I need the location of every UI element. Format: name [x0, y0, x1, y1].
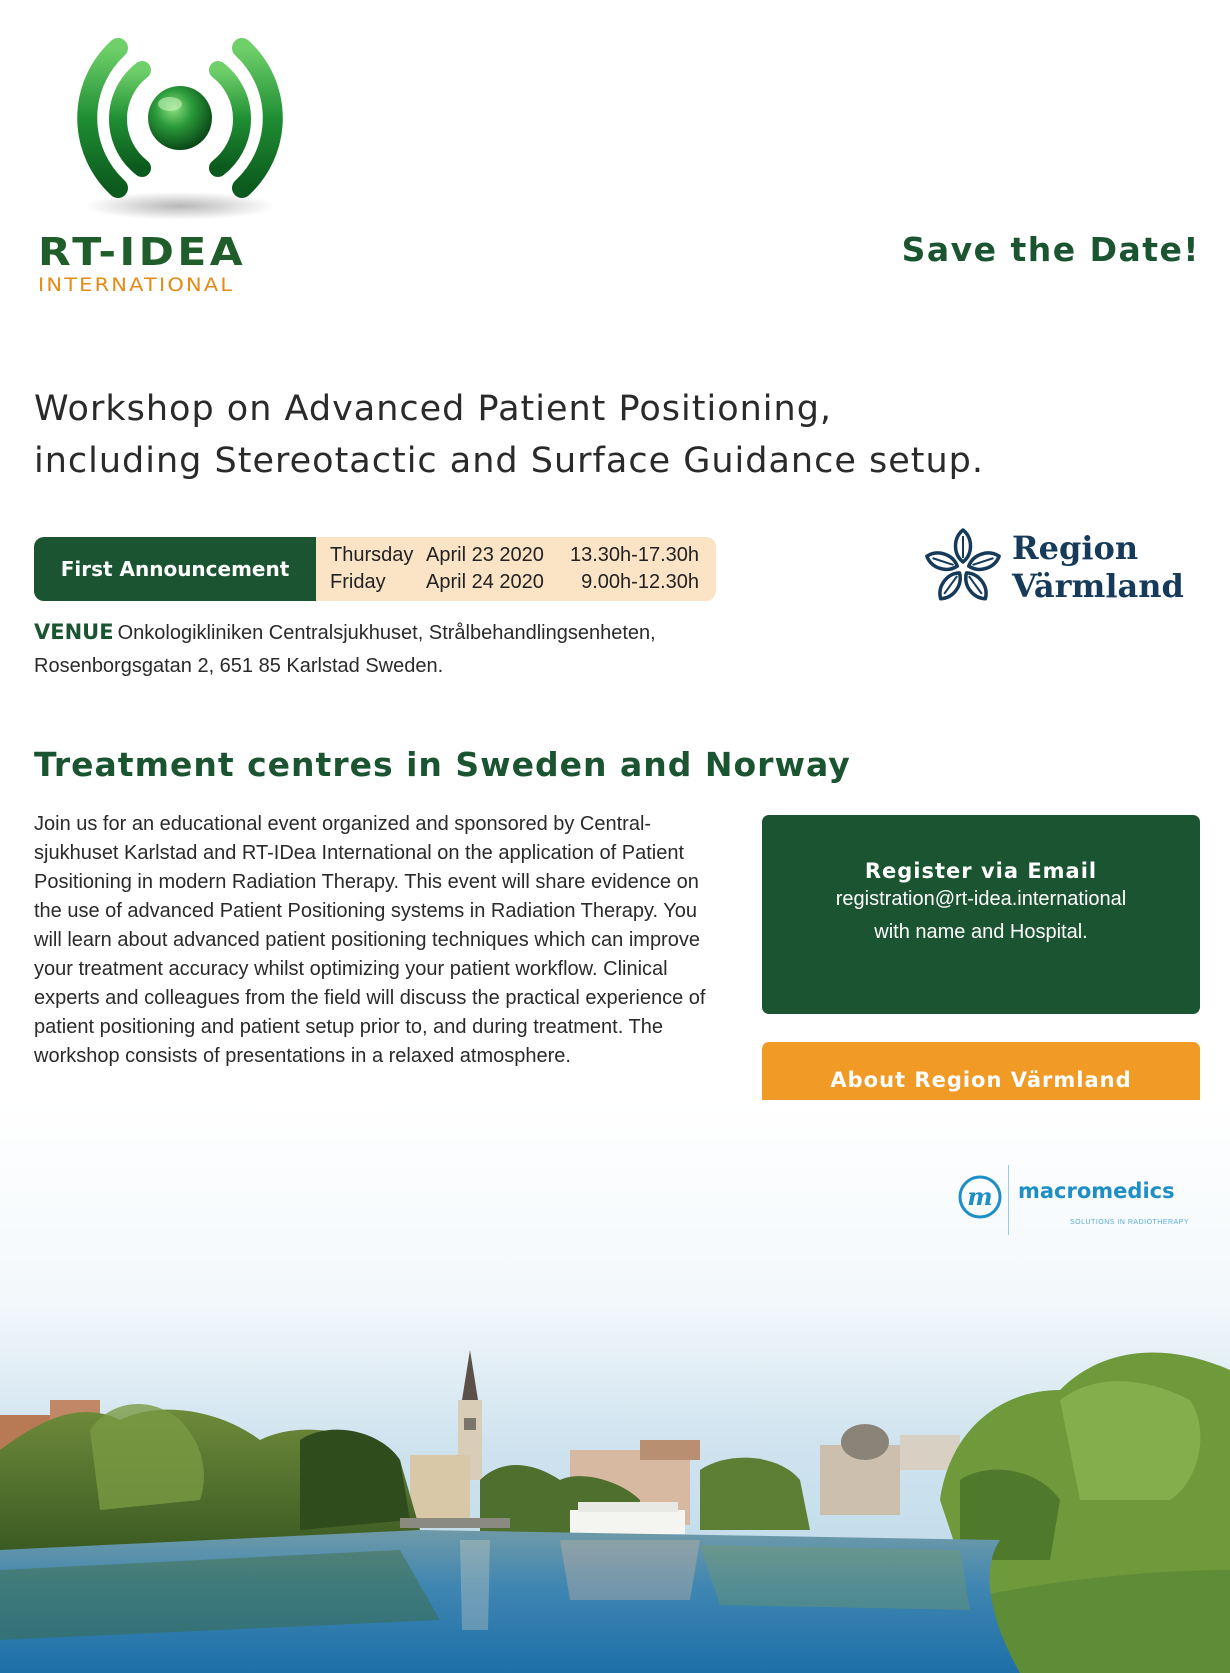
register-title: Register via Email: [864, 859, 1098, 883]
workshop-title-line-2: including Stereotactic and Surface Guidance setup.: [34, 441, 985, 481]
logo-wordmark: RT-IDEA: [38, 230, 247, 274]
signal-waves-icon: [30, 18, 330, 228]
date-time: 9.00h-12.30h: [581, 571, 699, 593]
rt-idea-logo: [30, 18, 330, 308]
register-note: with name and Hospital.: [874, 921, 1088, 943]
date-row: [330, 569, 702, 596]
venue-address-line-1: Onkologikliniken Centralsjukhuset, Strålbehandlingsenheten,: [117, 622, 656, 644]
logo-subtitle: INTERNATIONAL: [38, 274, 235, 296]
save-the-date-heading: Save the Date!: [901, 230, 1200, 269]
macromedics-divider: [1008, 1165, 1009, 1235]
workshop-title-line-1: Workshop on Advanced Patient Positioning,: [34, 389, 833, 429]
announcement-dates: [316, 537, 716, 601]
macromedics-logo: [958, 1165, 1203, 1235]
macromedics-m-icon: [958, 1175, 1002, 1219]
venue-address-line-2: Rosenborgsgatan 2, 651 85 Karlstad Sweden.: [34, 655, 444, 677]
date-date: April 24 2020: [426, 571, 544, 593]
section-title: Treatment centres in Sweden and Norway: [34, 745, 851, 784]
region-name: [1012, 529, 1184, 605]
date-row: [330, 542, 702, 569]
date-date: April 23 2020: [426, 544, 544, 566]
venue-label: VENUE: [34, 620, 114, 644]
date-time: 13.30h-17.30h: [569, 544, 699, 566]
announcement-label: First Announcement: [34, 537, 316, 601]
svg-text:m: m: [967, 1182, 993, 1211]
venue: [34, 616, 656, 683]
region-varmland-logo: [920, 525, 1210, 615]
workshop-title: [34, 383, 1214, 487]
macromedics-name: macromedics: [1018, 1179, 1175, 1203]
region-name-line-1: Region: [1012, 529, 1139, 567]
announcement-bar: [34, 537, 716, 601]
flower-icon: [920, 525, 1006, 611]
region-name-line-2: Värmland: [1012, 567, 1184, 605]
date-day: Thursday: [330, 544, 414, 566]
date-day: Friday: [330, 571, 386, 593]
register-email-link[interactable]: registration@rt-idea.international: [835, 888, 1127, 910]
body-paragraph-1: Join us for an educational event organized and sponsored by Central-sjukhuset Karlstad and RT-IDea International on the application of Patient Positioning in modern Radiation Therapy. This event will share evidence on the use of advanced Patient Positioning systems in Radiation Therapy. You will learn about advanced patient positioning techniques which can improve your treatment accuracy whilst optimizing your patient workflow. Clinical experts and colleagues from the field will discuss the practical experience of patient positioning and patient setup prior to, and during treatment. The workshop consists of presentations in a relaxed atmosphere.: [34, 813, 706, 1067]
register-box: [762, 815, 1200, 1014]
about-region-title: About Region Värmland: [830, 1068, 1132, 1092]
macromedics-tagline: SOLUTIONS IN RADIOTHERAPY: [1070, 1219, 1190, 1226]
